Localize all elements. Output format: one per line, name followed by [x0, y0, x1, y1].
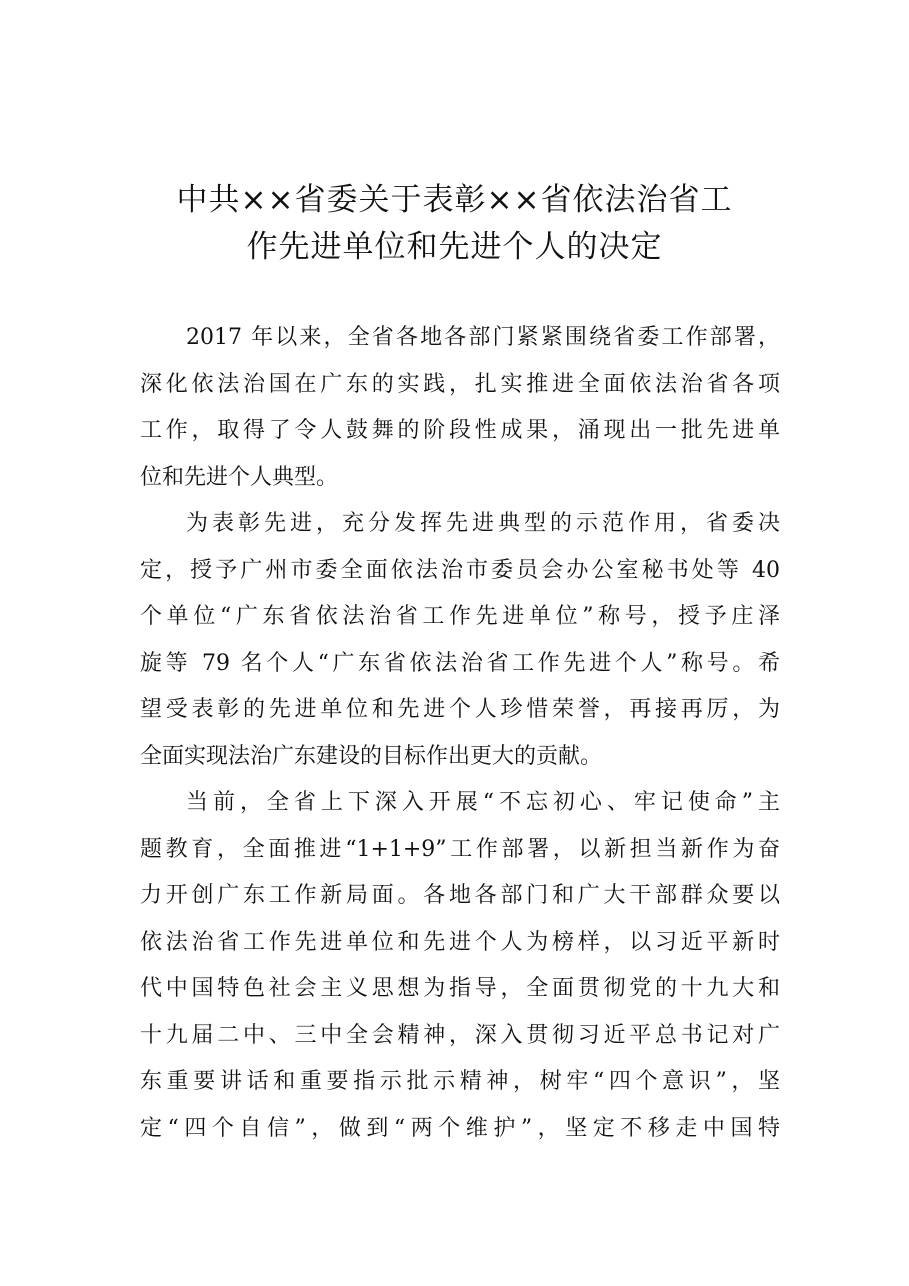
paragraph-1-line-1: 2017 年以来，全省各地各部门紧紧围绕省委工作部署，	[186, 325, 780, 350]
paragraph-3-line-6: 十九届二中、三中全会精神，深入贯彻习近平总书记对广	[140, 1022, 780, 1048]
paragraph-3-line-1: 当前，全省上下深入开展“不忘初心、牢记使命”主	[186, 790, 780, 815]
paragraph-3-line-7: 东重要讲话和重要指示批示精神，树牢“四个意识”，坚	[140, 1069, 780, 1094]
paragraph-2-line-6: 全面实现法治广东建设的目标作出更大的贡献。	[140, 743, 603, 769]
document-title-line-2: 作先进单位和先进个人的决定	[246, 229, 663, 265]
paragraph-3-line-2: 题教育，全面推进“1+1+9”工作部署，以新担当新作为奋	[140, 836, 780, 862]
paragraph-3-line-8: 定“四个自信”，做到“两个维护”，坚定不移走中国特	[140, 1115, 780, 1141]
document-body	[140, 318, 780, 1155]
paragraph-1-line-4: 位和先进个人典型。	[140, 464, 339, 490]
paragraph-2-line-5: 望受表彰的先进单位和先进个人珍惜荣誉，再接再厉，为	[140, 697, 780, 722]
paragraph-3-line-5: 代中国特色社会主义思想为指导，全面贯彻党的十九大和	[140, 976, 780, 1001]
paragraph-2-line-1: 为表彰先进，充分发挥先进典型的示范作用，省委决	[186, 511, 780, 536]
paragraph-2-line-2: 定，授予广州市委全面依法治市委员会办公室秘书处等 40	[140, 557, 780, 583]
paragraph-2-line-4: 旋等 79 名个人“广东省依法治省工作先进个人”称号。希	[140, 650, 780, 676]
paragraph-3-line-3: 力开创广东工作新局面。各地各部门和广大干部群众要以	[140, 883, 780, 908]
document-title-line-1: 中共××省委关于表彰××省依法治省工	[176, 182, 733, 218]
paragraph-3-line-4: 依法治省工作先进单位和先进个人为榜样，以习近平新时	[140, 929, 780, 955]
paragraph-2-line-3: 个单位“广东省依法治省工作先进单位”称号，授予庄泽	[140, 604, 780, 629]
paragraph-1-line-3: 工作，取得了令人鼓舞的阶段性成果，涌现出一批先进单	[140, 418, 780, 443]
paragraph-1-line-2: 深化依法治国在广东的实践，扎实推进全面依法治省各项	[140, 371, 780, 397]
